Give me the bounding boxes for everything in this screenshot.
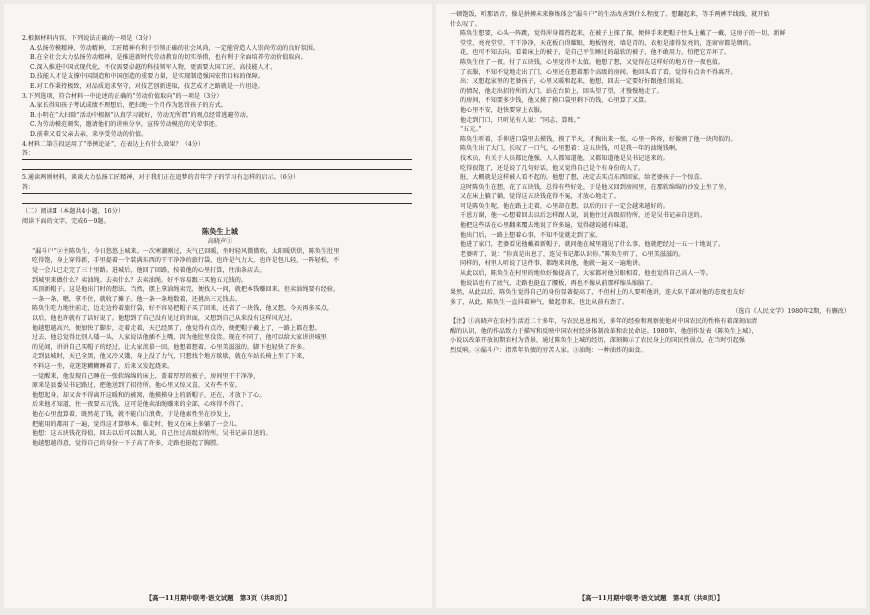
story-line: 老婆听了，说：“你真是出息了，连吴书记都认识你。”陈奂生听了，心里美滋滋的。 [460,250,685,258]
story-line: 走到县城时，天已全黑，他又冷又饿，身上没了力气，只想找个地方歇歇，就在车站长椅上坐了下来， [32,353,309,361]
story-line: “五元。” [460,126,482,134]
story-line: 以后，他也许就有了话好说了。他想到了自己没有见过的世面，又想到自己从来没有这样风光过。 [32,315,297,323]
story-line: 多了，从此，陈奂生一直抖着神气，做起事来，也比从前有劲了。 [450,298,629,306]
story-line: “漏斗户”②主陈奂生，今日悠悠上城来。一次寒潮刚过，天气已回暖，坐时轻风微微吹，太阳暖烘烘，陈奂生肚里 [32,247,340,255]
question-4: 4.材料二第⑤段运用了“举例论证”，在表达上有什么效果？（4分） [22,140,205,148]
story-line: 他进了家门，老婆看见他戴着新帽子，就问他在城里遇见了什么事，他就把经过一五一十地说了。 [460,241,725,249]
story-line: 吃得饱，身上穿得新，手里提着一个装满东西的干干净净的旅行袋，也许是气力大，也许是包儿轻，一阵轻松，不 [32,257,340,265]
story-line: 他越想越得意，觉得自己的身份一下子高了许多，走路也挺起了胸膛。 [32,439,223,447]
question-5: 5.通读两则材料，谈谈大力弘扬工匠精神，对于我们正在追梦的青年学子的学习有怎样的启示。（6分） [22,174,300,182]
story-line: 不料这一坐，竟迷迷糊糊睡着了，后来又发起烧来。 [32,363,174,370]
story-line: 他越想越高兴，便加快了脚步，走着走着，天已经黑了，他觉得有点冷，便把帽子戴上了，一路上都在想。 [32,324,321,332]
story-line: 陈奂生出了大门，长叹了一口气，心里想着：这五块钱，可是我一年的油绳钱啊。 [460,145,682,153]
footnote-block [450,317,850,355]
story-line: 他说话也有了底气，走路也挺直了腰板，再也不像从前那样缩头缩脑了。 [460,279,657,287]
question-line: B.小明在“大扫除”活动中根据“认真学习就好，劳动无所谓”的观点经常逃避劳动。 [30,111,252,119]
story-line: 同样的，村里人听说了这件事，都跑来问他，他就一遍又一遍地讲。 [460,260,645,268]
story-line: 陈奂生听着，手伸进口袋里去摸钱，摸了半天，才掏出来一张，心里一阵疼，好像割了他一块肉似的。 [460,135,737,143]
exam-page-right [436,4,866,608]
story-line: 从此以后，陈奂生在村里的地位好像提高了，大家都对他另眼相看，他也觉得自己高人一等。 [460,270,712,278]
story-title: 陈奂生上城 [202,227,238,237]
story-line: 过去，他总觉得比别人矮一头，人家说话他插不上嘴，因为他肚里没货。现在不同了，他可以给大家讲讲城里 [32,334,327,342]
story-line: 他想：这五块钱花得值，回去以后可以跟人说，自己住过高级招待所，吴书记亲自送的。 [32,430,272,438]
story-line: 他把这些话在心里翻来覆去地说了许多遍，觉得越说越有味道。 [460,222,633,230]
question-line: A.弘扬劳模精神、劳动精神，工匠精神有利于引领正确的社会风尚，一定能营造人人崇尚劳动的良好氛围。 [30,44,320,52]
footnote-line: 小说以改革开放初期农村为背景，通过陈奂生上城的经历，深刻揭示了农民身上的国民性弱点，在当时引起强 [450,337,745,345]
story-line: 的情况，他走出招待所的大门，站在台阶上，回头望了望，才慢慢地走了。 [460,87,663,95]
story-line: 堂堂，亮亮堂堂，干干净净，天花板白得耀眼，地板锃亮，墙是青的，衣柜是漆得发亮的，连窗帘都是绸的。 [460,39,755,47]
story-line: 了衣服，不知不觉地走出了门，心里还在想着那个高级的房间。他回头看了看，觉得有点舍不得离开。 [460,68,737,76]
story-line: 他出门后，一路上想着心事，不知不觉就走到了家。 [460,231,602,239]
story-line: 花，也可不知去向。看着床上的被子，是自己平生睡过的最软的被子，他不敢用力，怕把它弄坏了。 [460,49,731,57]
section-header: （二）阅读Ⅱ（本题共4小题，16分） [22,208,124,216]
story-text [22,247,418,448]
story-author: 高晓声① [207,238,233,246]
question-line: 2.根据材料内容，下列说法正确的一项是（3分） [22,35,155,42]
question-line: E.对工作秉持极致，对品质追求坚守，对技艺创新进取，技艺成才之路就是一片坦途。 [30,82,264,90]
story-line: 可是陈奂生呢，他在路上走着，心里却在想，以后的日子一定会越来越好的。 [460,202,669,210]
story-line: 的见闻，讲讲自己买帽子的经过，让大家羡慕一回。他想着想着，心里美滋滋的，脚下也轻快了许多。 [32,343,309,351]
answer-line-4b[interactable] [22,160,412,171]
story-line: 陈奂生住了一夜，付了五块钱，心里觉得不太值。他想了想，又觉得在这样好的地方住一夜也值。 [460,58,725,66]
footnote-line: 醒的认识，他的作品致力于描写和反映中国农村经济体制改革和农民命运。1980年，他创作发表《陈奂生上城》， [450,327,758,335]
question-line: A.家长得知孩子考试成绩不理想后，把扫地一个月作为惩罚孩子的方式。 [30,102,227,110]
question-line: D.技能人才是支撑中国制造和中国创造的重要力量，是实现制造强国宏伟目标的保障。 [30,73,265,81]
story-line: 这时陈奂生在想，花了五块钱，总得有些好处，于是他又回到房间里，在那软绵绵的沙发上坐了坐， [460,183,731,191]
story-line: 他在心里盘算着，既然花了钱，就不能白白浪费，于是他索性坐在沙发上， [32,410,235,418]
answer-line-5[interactable]: 答： [22,183,412,194]
story-line: 什么叹了。 [450,20,481,28]
story-line: 陈奂生想要，心头一阵跳，觉得浑身都热起来，在被子上探了探，便伸手来把帽子往头上戴了一戴，这房子的一切，新鲜 [460,30,786,38]
story-line: 到城里来做什么？卖油绳。去卖什么？去卖油绳。好不容易跟三买他五元钱的。 [32,276,248,284]
page-footer: 【高一11月期中联考·语文试题 第4页（共8页）】 [578,594,724,602]
question-block [22,34,418,140]
answer-line-4[interactable]: 答： [22,149,412,160]
story-line: 又在床上躺了躺，觉得这五块钱花得不冤，才放心地走了。 [460,193,620,201]
story-line: 他想起身，却又舍不得离开这暖和的被窝，他摸摸身上的新帽子，还在，才放下了心。 [32,391,266,399]
story-line: 他走到门口，只听见有人说：“同志，算账。” [460,116,581,124]
story-line: 一顿饱饭，听那语音，像是拼搏未来修炼体会“漏斗户”的生活改善到什么程度了。想翻起来，等手两裤半线线，就开始 [450,11,770,18]
footnote-line: 烈反响。②漏斗户：指常年负债的穷苦人家。③油绳：一种油炸的面食。 [450,346,647,354]
exam-page-left [4,4,432,608]
story-line: 吃得很饱了，还是说了几句好话，他又觉得自己是个有身份的人了。 [460,164,645,172]
section-instruction: 阅读下面的文字，完成6～9题。 [22,217,110,225]
story-line: 出：又想起家里的老婆孩子，心里又暖和起来，他想，回去一定要好好跟他们说说。 [460,78,688,86]
question-line: C.为劳动模范颁奖，邀请他们的讲座分享，宣传劳动模范的光荣事迹。 [30,121,221,129]
story-line: 原来是县委吴书记路过，把他送到了招待所。他心里又惊又喜，又有些不安。 [32,382,241,390]
answer-line-5b[interactable] [22,194,412,205]
question-line: D.前辈又看父亲去亲，来享受劳动的价值。 [30,130,148,138]
story-line: 的房间，不知要多少钱，他又摸了摸口袋里剩下的钱，心里算了又算。 [460,97,651,105]
footnote-line: 【注】①高晓声在农村生活近二十多年，与农民息息相关，多年的经验和观察使他对中国农民的性格有着深刻而清 [450,318,758,325]
story-line: 陈奂生吃力地往前走，边走边拎着旅行袋，好不容易把帽子买了回来，还省了一块钱，他又想，今天再多买点， [32,305,334,313]
story-line: 觉一会儿已走完了三十里路。进城后，他回了回路，按着他的心里打算，往油条店去。 [32,267,266,275]
story-line: 后来他才知道，住一夜要五元钱，这可是他卖油绳赚来的全部，心疼得不得了。 [32,401,248,409]
story-line: 果然，从此以后，陈奂生觉得自己的身份显著提高了，不但村上的人要听他讲，连大队干部对他的态度也友好 [450,289,745,297]
question-line: C.深入推进中国式现代化，不仅需要卓越的科技领军人物，更需要大国工匠、高技能人才。 [30,63,277,71]
story-line: 把能用的都用了一遍，觉得这才算够本。临走时，他又在床上多躺了一会儿。 [32,420,241,428]
story-line: 一条一条，嗯，拿不住，就收了摊子。他一条一条地数着，还挑出三元钱去。 [32,295,241,303]
story-line: 一觉醒来，他发现自己睡在一张软绵绵的床上，盖着厚厚的被子，房间里干干净净， [32,372,260,380]
story-line: 千恩万谢，他一心想着回去以后怎样跟人说，说他住过高级招待所，还是吴书记亲自送的。 [460,212,706,220]
question-line: B.在全社会大力弘扬劳动精神，是推进新时代劳动教育的切实举措，也有利于全面培养劳动价值取向。 [30,54,307,62]
story-line: 买顶新帽子。这是他出门时的想法。当然，摆上拿油绳卖完，便找人一问，就把本钱赚回来。但卖油绳要有经验， [32,286,340,294]
story-line: 他心里不安，赶快要穿上衣服。 [460,106,547,114]
page-footer: 【高一11月期中联考·语文试题 第3页（共8页）】 [145,594,291,602]
story-text-continued [450,10,850,307]
source-citation: （选自《人民文学》1980年2期，有删改） [732,308,850,316]
story-line: 技术员，有关于人员都比他强，人人都知道他，又都知道他是吴书记送来的。 [460,154,669,162]
story-line: 脏，大概就是这样被人看不起的。他想了想，决定去买点东西回家，给老婆孩子一个惊喜。 [460,174,706,182]
question-line: 3.下列选项，符合材料一中论述的正确的“劳动价值取向”的一项是（3分） [22,92,223,100]
